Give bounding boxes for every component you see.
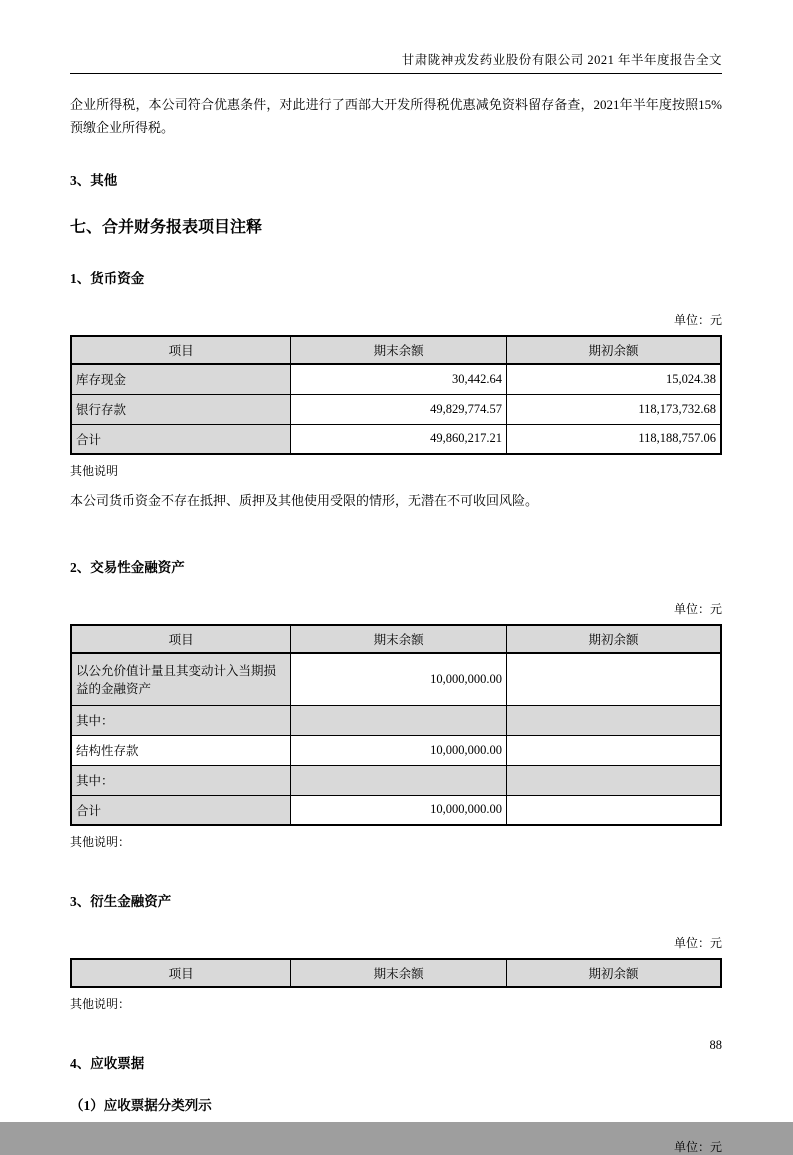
cell-begin-balance: [506, 795, 721, 825]
column-header-item: 项目: [71, 959, 291, 987]
other-note-label-sec2: 其他说明：: [70, 835, 131, 849]
unit-label-sec2: 单位：元: [673, 602, 722, 616]
cell-end-balance: [291, 705, 507, 735]
column-header-begin: 期初余额: [506, 336, 721, 364]
column-header-end: 期末余额: [291, 336, 507, 364]
cell-item-label: 库存现金: [71, 364, 291, 394]
cell-end-balance: 30,442.64: [291, 364, 507, 394]
table-subhead-row: [71, 705, 721, 735]
page-number: 88: [709, 1038, 722, 1052]
cell-begin-balance: 118,173,732.68: [506, 394, 721, 424]
cell-end-balance: 10,000,000.00: [291, 653, 507, 705]
subheading-notes-receivable-classification: （1）应收票据分类列示: [70, 1098, 212, 1113]
other-note-text-sec1: 本公司货币资金不存在抵押、质押及其他使用受限的情形，无潜在不可收回风险。: [70, 493, 539, 508]
other-note-label-sec1: 其他说明: [70, 464, 119, 478]
cell-end-balance: [291, 765, 507, 795]
heading-monetary-funds: 1、货币资金: [70, 271, 145, 286]
column-header-end: 期末余额: [291, 625, 507, 653]
cell-item-label: 合计: [71, 795, 291, 825]
column-header-item: 项目: [71, 336, 291, 364]
cell-end-balance: 10,000,000.00: [291, 795, 507, 825]
monetary-funds-table: [70, 335, 722, 455]
document-header: [70, 50, 722, 74]
table-row: [71, 735, 721, 765]
cell-begin-balance: 15,024.38: [506, 364, 721, 394]
heading-notes-receivable: 4、应收票据: [70, 1056, 145, 1071]
derivative-financial-assets-table: [70, 958, 722, 988]
cell-item-label: 其中：: [71, 765, 291, 795]
cell-item-label: 银行存款: [71, 394, 291, 424]
unit-label-sec4: 单位：元: [673, 1140, 722, 1154]
cell-item-label: 其中：: [71, 705, 291, 735]
heading-notes: 七、合并财务报表项目注释: [70, 219, 263, 236]
table-row: [71, 394, 721, 424]
table-row-total: [71, 424, 721, 454]
unit-label-sec1: 单位：元: [673, 313, 722, 327]
cell-begin-balance: [506, 653, 721, 705]
cell-begin-balance: [506, 765, 721, 795]
column-header-begin: 期初余额: [506, 625, 721, 653]
table-row-total: [71, 795, 721, 825]
cell-begin-balance: [506, 705, 721, 735]
cell-begin-balance: 118,188,757.06: [506, 424, 721, 454]
intro-paragraph: 企业所得税，本公司符合优惠条件，对此进行了西部大开发所得税优惠减免资料留存备查，2021年半年度按照15%预缴企业所得税。: [70, 97, 722, 135]
heading-trading-financial-assets: 2、交易性金融资产: [70, 560, 185, 575]
other-note-label-sec3: 其他说明：: [70, 997, 131, 1011]
cell-end-balance: 49,829,774.57: [291, 394, 507, 424]
cell-item-label: 结构性存款: [71, 735, 291, 765]
column-header-begin: 期初余额: [506, 959, 721, 987]
cell-item-label: 合计: [71, 424, 291, 454]
column-header-end: 期末余额: [291, 959, 507, 987]
trading-financial-assets-table: [70, 624, 722, 826]
document-header-title: 甘肃陇神戎发药业股份有限公司 2021 年半年度报告全文: [401, 53, 722, 67]
unit-label-sec3: 单位：元: [673, 936, 722, 950]
heading-derivative-financial-assets: 3、衍生金融资产: [70, 894, 172, 909]
cell-end-balance: 10,000,000.00: [291, 735, 507, 765]
table-row: [71, 364, 721, 394]
cell-end-balance: 49,860,217.21: [291, 424, 507, 454]
cell-item-label: 以公允价值计量且其变动计入当期损益的金融资产: [71, 653, 291, 705]
table-header-row: [71, 959, 721, 987]
heading-other: 3、其他: [70, 173, 118, 188]
table-header-row: [71, 336, 721, 364]
cell-begin-balance: [506, 735, 721, 765]
table-row: [71, 653, 721, 705]
table-subhead-row: [71, 765, 721, 795]
table-header-row: [71, 625, 721, 653]
column-header-item: 项目: [71, 625, 291, 653]
